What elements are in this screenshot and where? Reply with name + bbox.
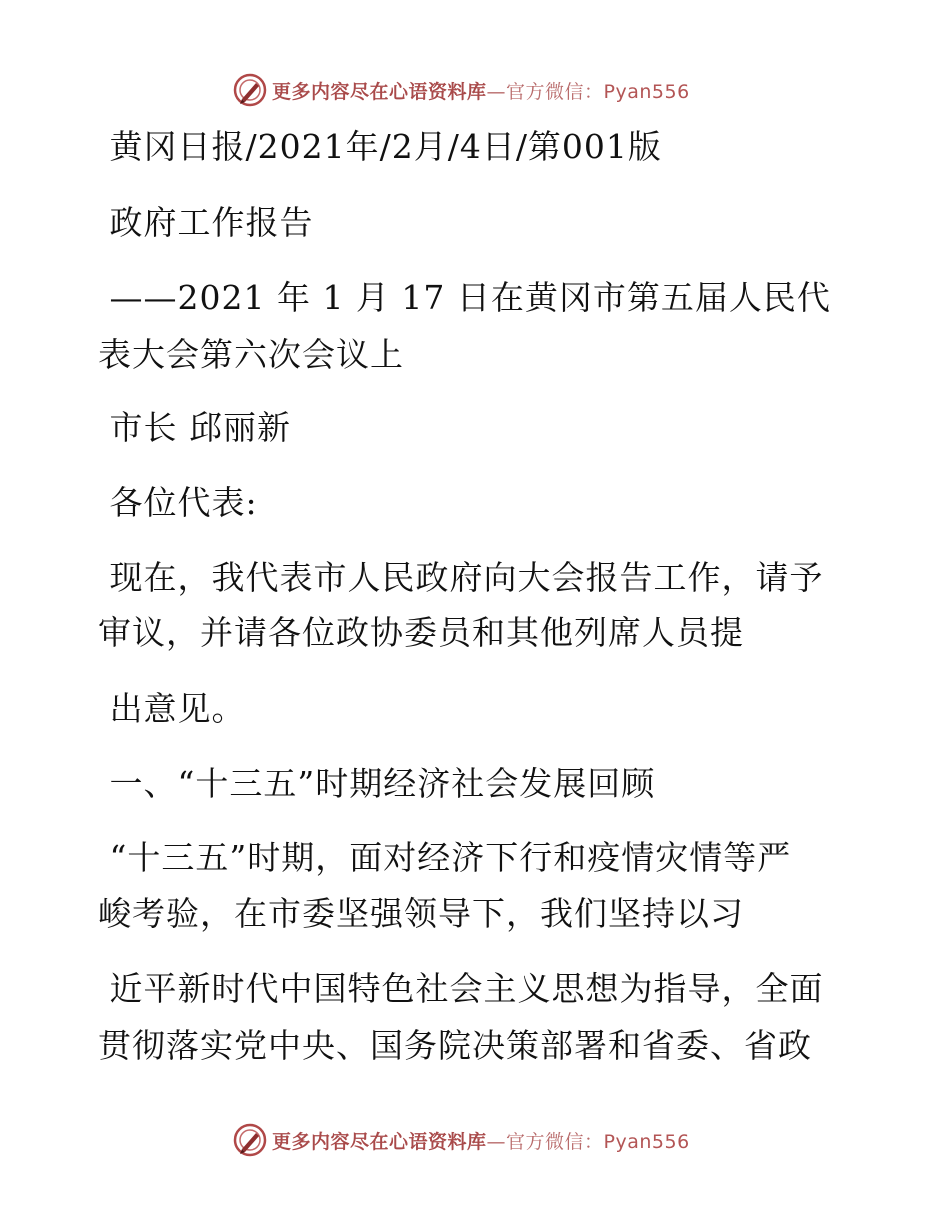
paragraph-line: 峻考验，在市委坚强领导下，我们坚持以习 — [98, 894, 744, 933]
watermark-text: 更多内容尽在心语资料库—官方微信：Pyan556 — [272, 80, 690, 103]
author-line: 市长 邱丽新 — [98, 408, 291, 447]
pen-logo-icon — [232, 72, 268, 108]
salutation: 各位代表: — [98, 483, 258, 522]
footer-watermark — [232, 1122, 712, 1158]
report-title: 政府工作报告 — [98, 203, 314, 242]
watermark-text: 更多内容尽在心语资料库—官方微信：Pyan556 — [272, 1130, 690, 1153]
report-subtitle-line-2: 表大会第六次会议上 — [98, 335, 404, 374]
section-heading: 一、“十三五”时期经济社会发展回顾 — [98, 764, 656, 803]
pen-logo-icon — [232, 1122, 268, 1158]
paragraph-line: 近平新时代中国特色社会主义思想为指导，全面 — [98, 969, 824, 1008]
header-watermark — [232, 72, 712, 108]
paragraph-line: “十三五”时期，面对经济下行和疫情灾情等严 — [98, 838, 792, 877]
report-subtitle-line-1: ——2021 年 1 月 17 日在黄冈市第五届人民代 — [98, 278, 831, 317]
paragraph-line: 现在，我代表市人民政府向大会报告工作，请予 — [98, 558, 824, 597]
paragraph-line: 贯彻落实党中央、国务院决策部署和省委、省政 — [98, 1026, 812, 1065]
paragraph-line: 审议，并请各位政协委员和其他列席人员提 — [98, 613, 744, 652]
newspaper-source-line: 黄冈日报/2021年/2月/4日/第001版 — [98, 127, 662, 166]
paragraph-line: 出意见。 — [98, 689, 246, 728]
